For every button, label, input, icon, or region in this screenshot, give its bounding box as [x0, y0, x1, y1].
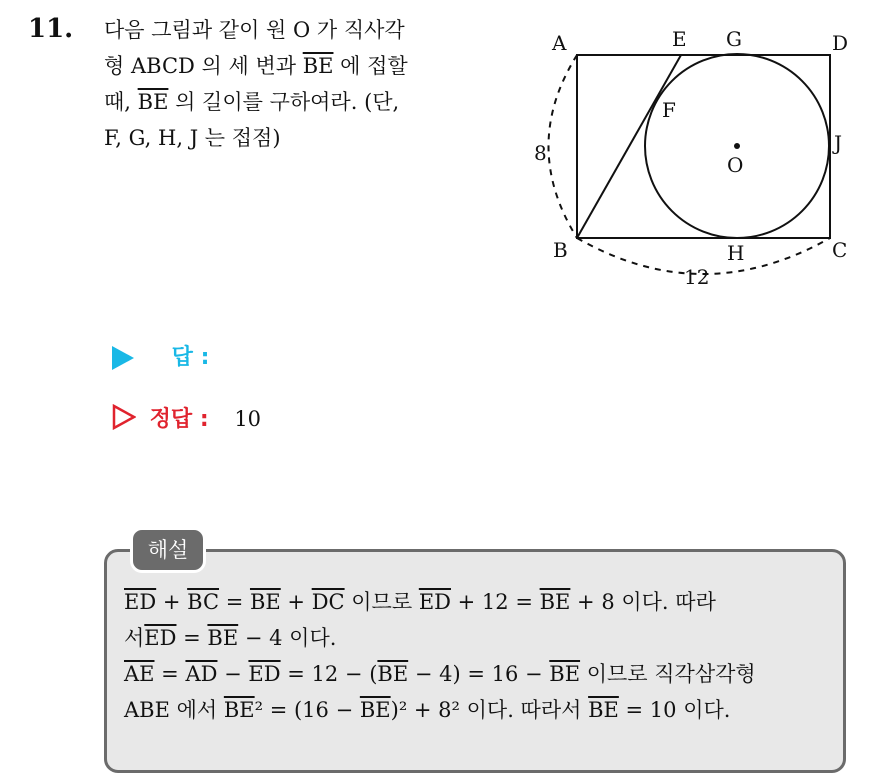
question-line-1: 다음 그림과 같이 원 O 가 직사각 — [104, 18, 405, 42]
question-line-3: 때, $\overline{BE}$ 의 길이를 구하여라. (단, — [104, 90, 400, 114]
label-f: F — [662, 98, 676, 122]
solution-line-2: 서$\overline{ED} = \overline{BE} - 4$ 이다. — [124, 626, 337, 650]
label-o: O — [727, 153, 744, 177]
label-a: A — [552, 31, 567, 55]
label-d: D — [832, 31, 849, 55]
label-b: B — [553, 238, 568, 262]
label-side-8: 8 — [534, 141, 547, 165]
figure-svg — [520, 20, 860, 300]
solution-tab: 해설 — [130, 527, 206, 573]
label-h: H — [727, 241, 745, 265]
rectangle-abcd — [577, 55, 830, 238]
label-j: J — [834, 131, 843, 155]
outline-triangle-icon — [112, 404, 136, 436]
solution-line-3: $\overline{AE} = \overline{AD} - \overline{ED} = 12 - (\overline{BE} - 4) = 16 - \overline{BE}$ 이므로 직각삼각형 — [124, 662, 756, 686]
label-e: E — [672, 27, 687, 51]
question-number: 11. — [28, 14, 74, 44]
geometry-figure — [520, 20, 860, 300]
label-side-12: 12 — [684, 265, 710, 289]
correct-answer-row — [112, 402, 261, 436]
center-o-dot — [734, 143, 740, 149]
play-triangle-icon — [112, 346, 134, 370]
segment-be — [577, 55, 681, 238]
label-c: C — [832, 238, 848, 262]
solution-line-4: ABE 에서 $\overline{BE}^2 = (16 - \overline{BE})^2 + 8^2$ 이다. 따라서 $\overline{BE} = 10$ 이다. — [124, 698, 731, 722]
answer-row — [112, 340, 227, 371]
solution-line-1: $\overline{ED} + \overline{BC} = \overline{BE} + \overline{DC}$ 이므로 $\overline{ED} + 12 = \overline{BE} + 8$ 이다. 따라 — [124, 590, 716, 614]
correct-answer-label: 정답 : — [149, 407, 209, 432]
question-line-4: F, G, H, J 는 접점) — [104, 126, 281, 150]
question-line-2: 형 ABCD 의 세 변과 $\overline{BE}$ 에 접할 — [104, 54, 408, 78]
question-text — [104, 12, 514, 156]
label-g: G — [726, 27, 742, 51]
correct-answer-value: 10 — [234, 407, 262, 431]
dashed-arc-ab — [549, 55, 578, 238]
answer-label: 답 : — [171, 345, 210, 370]
solution-text — [124, 584, 834, 728]
